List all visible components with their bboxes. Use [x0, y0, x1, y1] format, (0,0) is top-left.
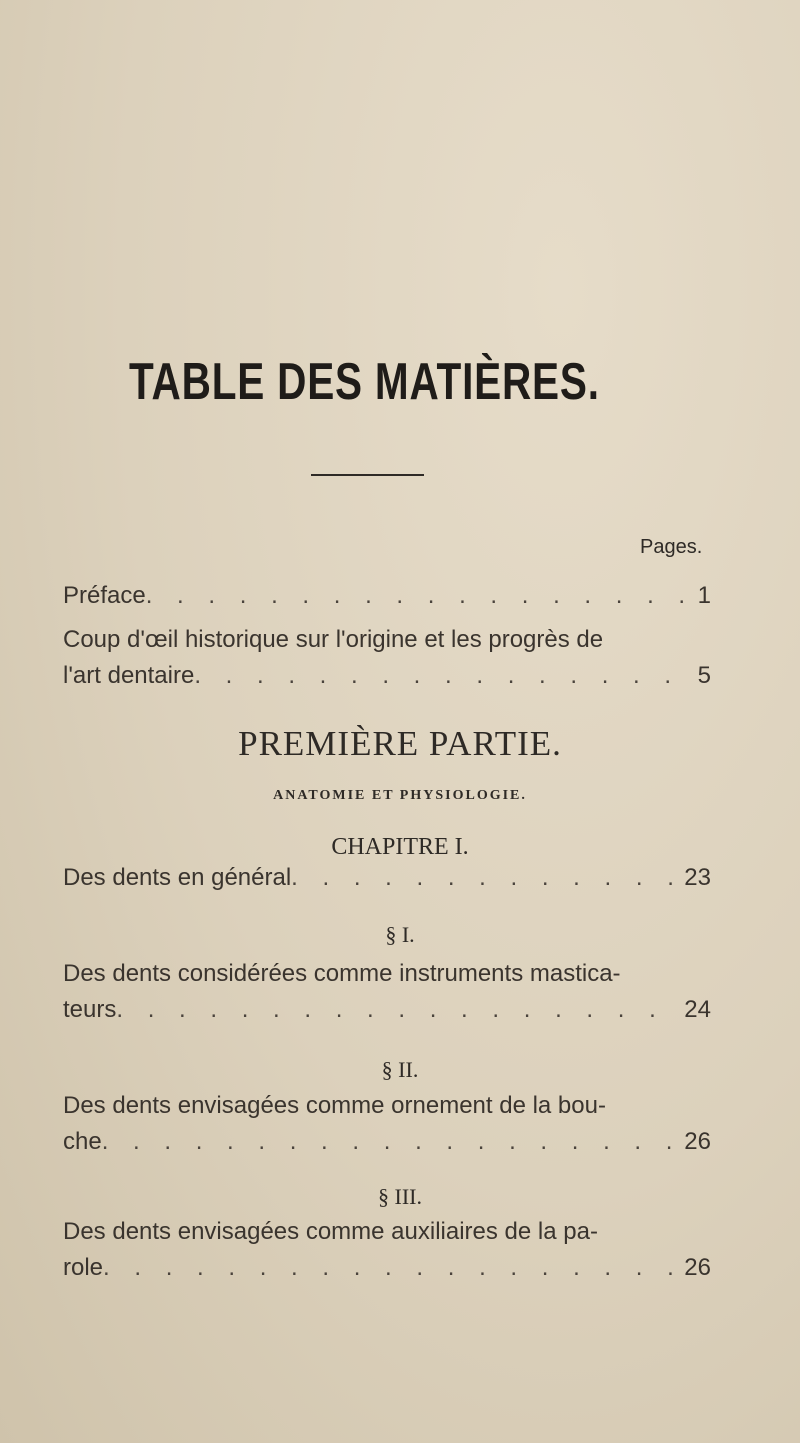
- leader-dots: [194, 658, 689, 694]
- toc-entry-text-cont: l'art dentaire: [63, 662, 195, 689]
- toc-entry-preface: [63, 578, 711, 614]
- toc-entry-text: Des dents envisagées comme ornement de la bou-: [63, 1092, 606, 1119]
- leader-dots: [146, 578, 690, 614]
- toc-entry-section-3: [63, 1214, 711, 1286]
- leader-dots: [103, 1250, 676, 1286]
- toc-entry-page: 26: [684, 1128, 711, 1155]
- toc-entry-text: Coup d'œil historique sur l'origine et les progrès de: [63, 626, 604, 653]
- title-rule: [311, 474, 424, 476]
- pages-column-label: Pages.: [640, 536, 703, 558]
- toc-entry-coup-doeil: [63, 622, 711, 694]
- toc-entry-text: Des dents considérées comme instruments mastica-: [63, 960, 621, 987]
- toc-entry-page: 23: [684, 864, 711, 891]
- toc-entry-text-cont: teurs: [63, 996, 117, 1023]
- toc-entry-section-2: [63, 1088, 711, 1160]
- page-title: TABLE DES MATIÈRES.: [129, 353, 600, 411]
- toc-entry-page: 1: [697, 582, 711, 609]
- leader-dots: [291, 860, 676, 896]
- toc-entry-page: 24: [684, 996, 711, 1023]
- toc-entry-page: 26: [684, 1254, 711, 1281]
- leader-dots: [116, 992, 676, 1028]
- part-heading: PREMIÈRE PARTIE.: [238, 724, 562, 763]
- toc-entry-dents-general: [63, 860, 711, 896]
- section-mark-1: § I.: [385, 922, 415, 947]
- chapter-heading: CHAPITRE I.: [331, 834, 469, 860]
- leader-dots: [102, 1124, 677, 1160]
- section-mark-3: § III.: [378, 1184, 422, 1209]
- toc-entry-text-cont: role: [63, 1254, 104, 1281]
- toc-entry-text-cont: che: [63, 1128, 102, 1155]
- toc-entry-text: Des dents en général: [63, 864, 292, 891]
- toc-entry-page: 5: [697, 662, 711, 689]
- toc-entry-section-1: [63, 956, 711, 1028]
- toc-entry-text: Des dents envisagées comme auxiliaires de la pa-: [63, 1218, 598, 1245]
- toc-entry-text: Préface: [63, 582, 146, 609]
- part-subheading: ANATOMIE ET PHYSIOLOGIE.: [273, 788, 527, 803]
- section-mark-2: § II.: [381, 1057, 419, 1082]
